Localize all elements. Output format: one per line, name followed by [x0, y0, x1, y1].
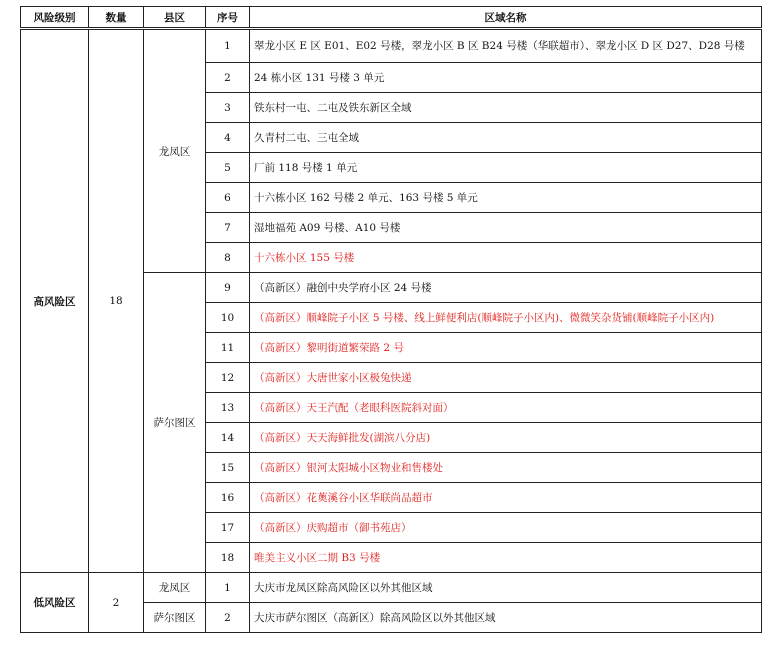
low-risk-count: 2: [89, 573, 144, 633]
row-area: 翠龙小区 E 区 E01、E02 号楼，翠龙小区 B 区 B24 号楼（华联超市）、翠龙小区 D 区 D27、D28 号楼: [250, 29, 762, 63]
low-district: 龙凤区: [144, 573, 206, 603]
row-area: （高新区）顺峰院子小区 5 号楼、线上鲜便利店(顺峰院子小区内)、微微笑杂货铺(顺峰院子小区内): [250, 303, 762, 333]
high-risk-count: 18: [89, 29, 144, 573]
district-longfeng: 龙凤区: [144, 29, 206, 273]
row-area: 厂前 118 号楼 1 单元: [250, 153, 762, 183]
row-seq: 2: [206, 603, 250, 633]
district-saertu: 萨尔图区: [144, 273, 206, 573]
row-seq: 4: [206, 123, 250, 153]
table-row: [21, 573, 762, 603]
row-seq: 12: [206, 363, 250, 393]
header-district: 县区: [144, 7, 206, 29]
row-area: 十六栋小区 155 号楼: [250, 243, 762, 273]
row-area: 久青村二屯、三屯全域: [250, 123, 762, 153]
row-seq: 9: [206, 273, 250, 303]
row-area: （高新区）天天海鲜批发(湖滨八分店): [250, 423, 762, 453]
row-area: 唯美主义小区二期 B3 号楼: [250, 543, 762, 573]
risk-area-table: [20, 6, 762, 633]
table-row: [21, 29, 762, 63]
low-district: 萨尔图区: [144, 603, 206, 633]
header-area: 区域名称: [250, 7, 762, 29]
row-area: （高新区）黎明街道繁荣路 2 号: [250, 333, 762, 363]
row-seq: 7: [206, 213, 250, 243]
row-seq: 1: [206, 29, 250, 63]
row-area: （高新区）大唐世家小区极兔快递: [250, 363, 762, 393]
row-area: 24 栋小区 131 号楼 3 单元: [250, 63, 762, 93]
header-count: 数量: [89, 7, 144, 29]
row-seq: 15: [206, 453, 250, 483]
row-area: 湿地福苑 A09 号楼、A10 号楼: [250, 213, 762, 243]
row-area: （高新区）天王汽配（老眼科医院斜对面）: [250, 393, 762, 423]
row-seq: 5: [206, 153, 250, 183]
row-area: 铁东村一屯、二屯及铁东新区全域: [250, 93, 762, 123]
low-risk-level: 低风险区: [21, 573, 89, 633]
row-seq: 14: [206, 423, 250, 453]
row-seq: 8: [206, 243, 250, 273]
row-seq: 10: [206, 303, 250, 333]
row-seq: 16: [206, 483, 250, 513]
row-area: 十六栋小区 162 号楼 2 单元、163 号楼 5 单元: [250, 183, 762, 213]
row-area: 大庆市龙凤区除高风险区以外其他区域: [250, 573, 762, 603]
row-area: （高新区）银河太阳城小区物业和售楼处: [250, 453, 762, 483]
row-seq: 2: [206, 63, 250, 93]
row-area: （高新区）融创中央学府小区 24 号楼: [250, 273, 762, 303]
row-area: （高新区）庆购超市（御书苑店）: [250, 513, 762, 543]
high-risk-level: 高风险区: [21, 29, 89, 573]
row-seq: 6: [206, 183, 250, 213]
row-seq: 1: [206, 573, 250, 603]
row-seq: 17: [206, 513, 250, 543]
row-seq: 3: [206, 93, 250, 123]
table-header-row: [21, 7, 762, 29]
row-area: （高新区）花薁溪谷小区华联尚品超市: [250, 483, 762, 513]
row-seq: 11: [206, 333, 250, 363]
row-seq: 13: [206, 393, 250, 423]
header-level: 风险级别: [21, 7, 89, 29]
row-area: 大庆市萨尔图区（高新区）除高风险区以外其他区域: [250, 603, 762, 633]
row-seq: 18: [206, 543, 250, 573]
header-seq: 序号: [206, 7, 250, 29]
